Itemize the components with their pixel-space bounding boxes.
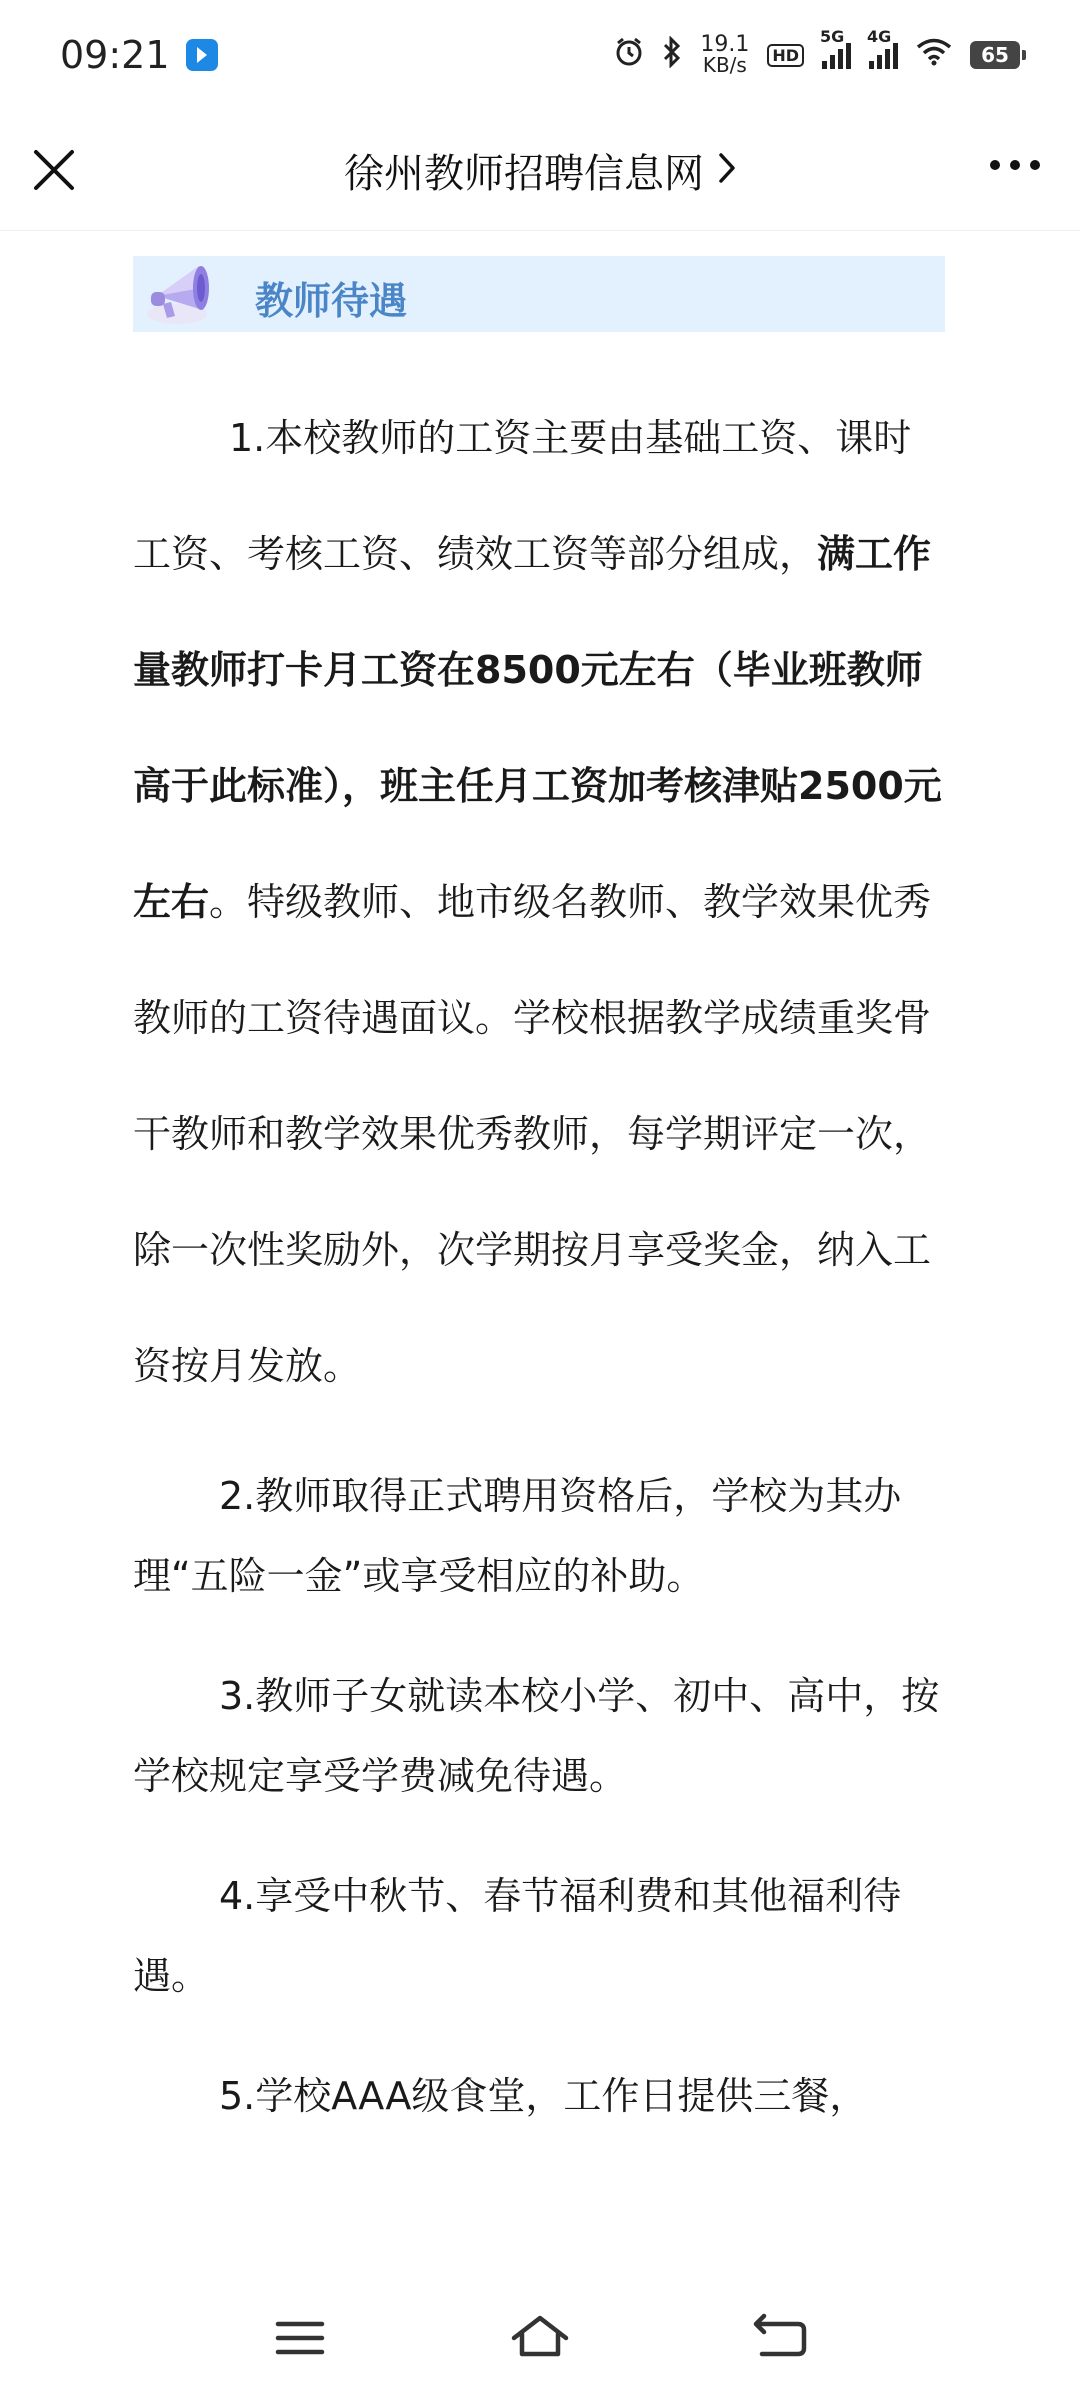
megaphone-icon: [143, 252, 223, 332]
status-time: 09:21: [60, 33, 170, 77]
network-speed-unit: KB/s: [702, 53, 747, 77]
signal-4g-label: 4G: [867, 27, 892, 46]
paragraph-1-text-a: 1.本校教师的工资主要由基础工资、课时工资、考核工资、绩效工资等部分组成，: [133, 416, 912, 576]
app-notification-icon: [186, 39, 218, 71]
wifi-icon: [916, 38, 952, 72]
menu-button[interactable]: [268, 2308, 332, 2368]
paragraph-5: 5.学校AAA级食堂，工作日提供三餐，: [219, 2074, 868, 2118]
nav-bar: [0, 110, 1080, 231]
paragraph-2: 2.教师取得正式聘用资格后，学校为其办理“五险一金”或享受相应的补助。: [133, 1474, 902, 1598]
paragraph-1: [133, 380, 945, 1424]
network-speed-value: 19.1: [700, 32, 750, 57]
alarm-icon: [614, 37, 644, 73]
signal-5g-label: 5G: [820, 27, 845, 46]
bluetooth-icon: [662, 36, 682, 74]
page-title: 徐州教师招聘信息网: [344, 150, 704, 197]
more-button[interactable]: [990, 160, 1040, 170]
section-header: [133, 256, 945, 332]
paragraph-1-text-b: 。特级教师、地市级名教师、教学效果优秀教师的工资待遇面议。学校根据教学成绩重奖骨干教师和教学效果优秀教师，每学期评定一次，除一次性奖励外，次学期按月享受奖金，纳入工资按月发放。: [133, 880, 932, 1388]
system-nav-bar: [0, 2280, 1080, 2400]
paragraph-1-bold-text: 满工作量教师打卡月工资在8500元左右（毕业班教师高于此标准），班主任月工资加考核津贴2500元左右: [133, 532, 942, 924]
article-body: [133, 380, 945, 2136]
status-right: [614, 27, 1020, 77]
status-left: [60, 33, 218, 77]
nav-title-link[interactable]: [0, 110, 1080, 230]
more-dot: [990, 160, 1000, 170]
back-icon: [748, 2308, 812, 2368]
home-icon: [508, 2308, 572, 2368]
home-button[interactable]: [508, 2308, 572, 2368]
signal-4g-icon: [867, 27, 898, 69]
chevron-right-icon: [718, 152, 736, 188]
signal-5g-icon: [820, 27, 851, 69]
more-dot: [1010, 160, 1020, 170]
hd-icon: HD: [767, 44, 804, 67]
paragraph-3: 3.教师子女就读本校小学、初中、高中，按学校规定享受学费减免待遇。: [133, 1674, 940, 1798]
network-speed: [700, 32, 750, 77]
menu-icon: [268, 2308, 332, 2368]
paragraph-4: 4.享受中秋节、春节福利费和其他福利待遇。: [133, 1874, 902, 1998]
back-button[interactable]: [748, 2308, 812, 2368]
more-dot: [1030, 160, 1040, 170]
battery-icon: 65: [970, 41, 1020, 69]
section-title: 教师待遇: [255, 279, 408, 323]
status-bar: [0, 0, 1080, 110]
